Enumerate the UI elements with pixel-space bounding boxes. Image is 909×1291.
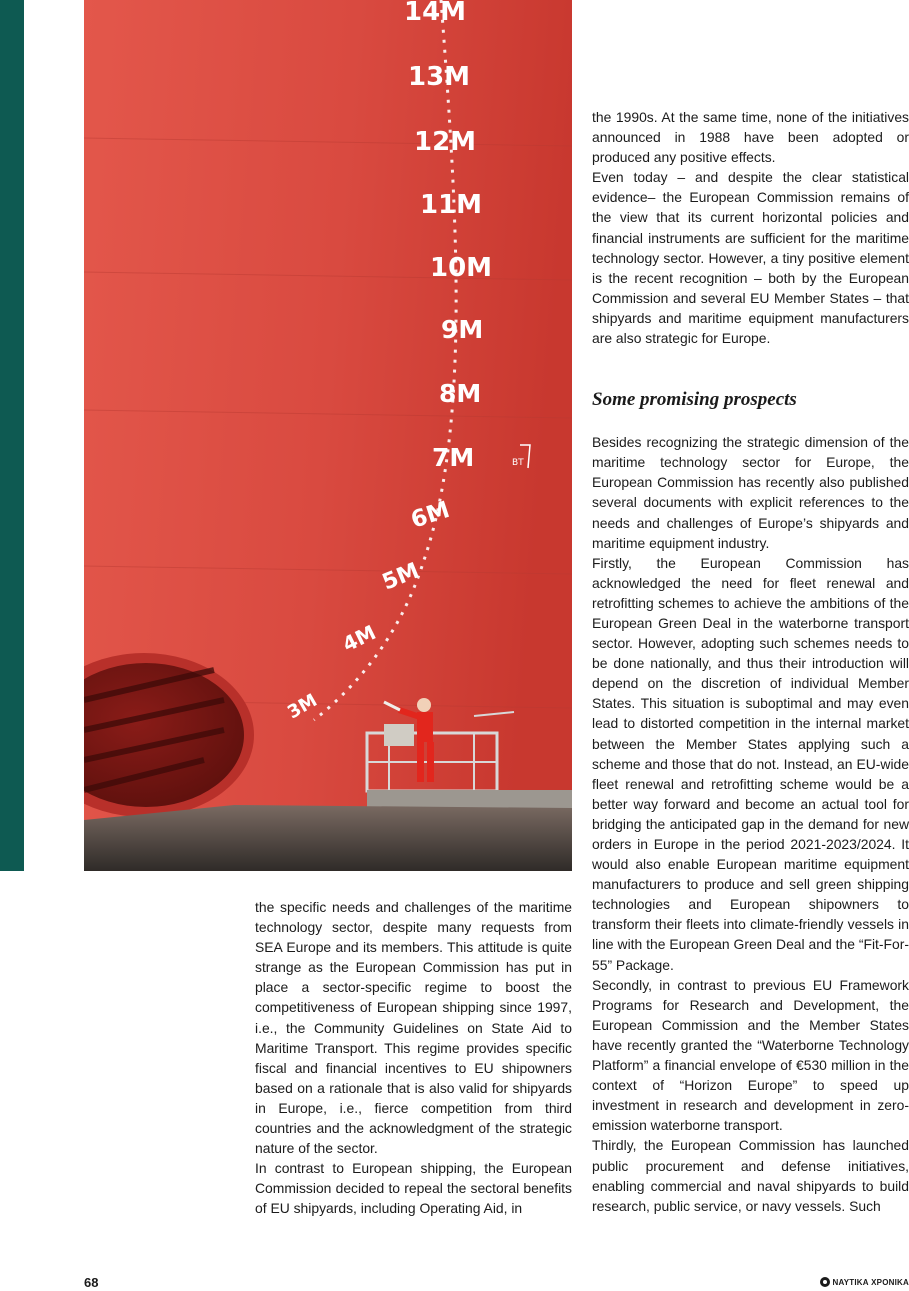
right-text-column [592,107,909,1216]
ship-hull-photo [84,0,572,871]
body-paragraph: the specific needs and challenges of the maritime technology sector, despite many requests from SEA Europe and its members. This attitude is quite strange as the European Commission has put in place a sector-specific regime to boost the competitiveness of European shipping since 1997, i.e., the Community Guidelines on State Aid to Maritime Transport. This regime provides specific fiscal and financial incentives to EU shipowners based on a rationale that is also valid for shipyards in Europe, i.e., fierce competition from third countries and the acknowledgment of the strategic nature of the sector. [255,899,572,1157]
edge-color-bar [0,0,24,871]
body-paragraph: Even today – and despite the clear statistical evidence– the European Commission remains of the view that its current horizontal policies and financial instruments are sufficient for the maritime technology sector. However, a tiny positive element is the recent recognition – both by the European Commission and several EU Member States – that shipyards and maritime equipment manufacturers are also strategic for Europe. [592,169,909,347]
body-paragraph: Firstly, the European Commission has acknowledged the need for fleet renewal and retrofitting schemes to achieve the ambitions of the European Green Deal in the waterborne transport sector. However, adopting such schemes needs to be done nationally, and thus their introduction will depend on the discretion of individual Member States. This situation is suboptimal and may even lead to distorted competition in the internal market between the Member States applying such a scheme and those that do not. Instead, an EU-wide fleet renewal and retrofitting scheme would be a better way forward and become an actual tool for bridging the anticipated gap in the demand for new orders in Europe in the period 2021-2023/2024. It would also enable European maritime equipment manufacturers to produce and sell green shipping technologies and European shipowners to transform their fleets into climate-friendly vessels in line with the European Green Deal and the “Fit-For-55” Package. [592,554,909,973]
left-text-column [255,897,572,1219]
hull-mark-label: BT [512,458,524,468]
magazine-logo-icon [820,1277,830,1287]
body-paragraph: Thirdly, the European Commission has launched public procurement and defense initiatives, enabling commercial and naval shipyards to build research, public service, or navy vessels. Such [592,1137,909,1214]
draft-mark-label: 14M [404,0,467,27]
draft-mark-label: 3M [284,689,321,724]
body-paragraph: Secondly, in contrast to previous EU Framework Programs for Research and Development, the European Commission and the Member States have recently granted the “Waterborne Technology Platform” a financial envelope of €530 million in the context of “Horizon Europe” to speed up investment in research and development in zero-emission waterborne transport. [592,976,909,1134]
body-paragraph: Besides recognizing the strategic dimension of the maritime technology sector for Europe, the European Commission has recently also published several documents with explicit references to the needs and challenges of Europe’s shipyards and maritime equipment industry. [592,434,909,551]
draft-mark-label: 13M [408,62,471,92]
draft-mark-label: 10M [430,253,493,283]
draft-mark-label: 9M [441,315,484,344]
draft-mark-label: 11M [420,190,483,220]
draft-mark-label: 4M [338,620,380,657]
draft-mark-label: 5M [378,558,423,596]
section-heading: Some promising prospects [592,389,797,411]
magazine-name: ΝΑΥΤΙΚΑ ΧΡΟΝΙΚΑ [832,1277,909,1287]
draft-mark-label: 8M [439,379,482,408]
body-paragraph: the 1990s. At the same time, none of the initiatives announced in 1988 have been adopted or produced any positive effects. [592,109,909,166]
magazine-footer [820,1277,909,1287]
draft-mark-label: 6M [407,496,453,534]
body-paragraph: In contrast to European shipping, the European Commission decided to repeal the sectoral benefits of EU shipyards, including Operating Aid, in [255,1160,572,1217]
draft-mark-label: 12M [414,127,477,157]
draft-mark-label: 7M [432,443,475,472]
page-number: 68 [84,1275,99,1290]
